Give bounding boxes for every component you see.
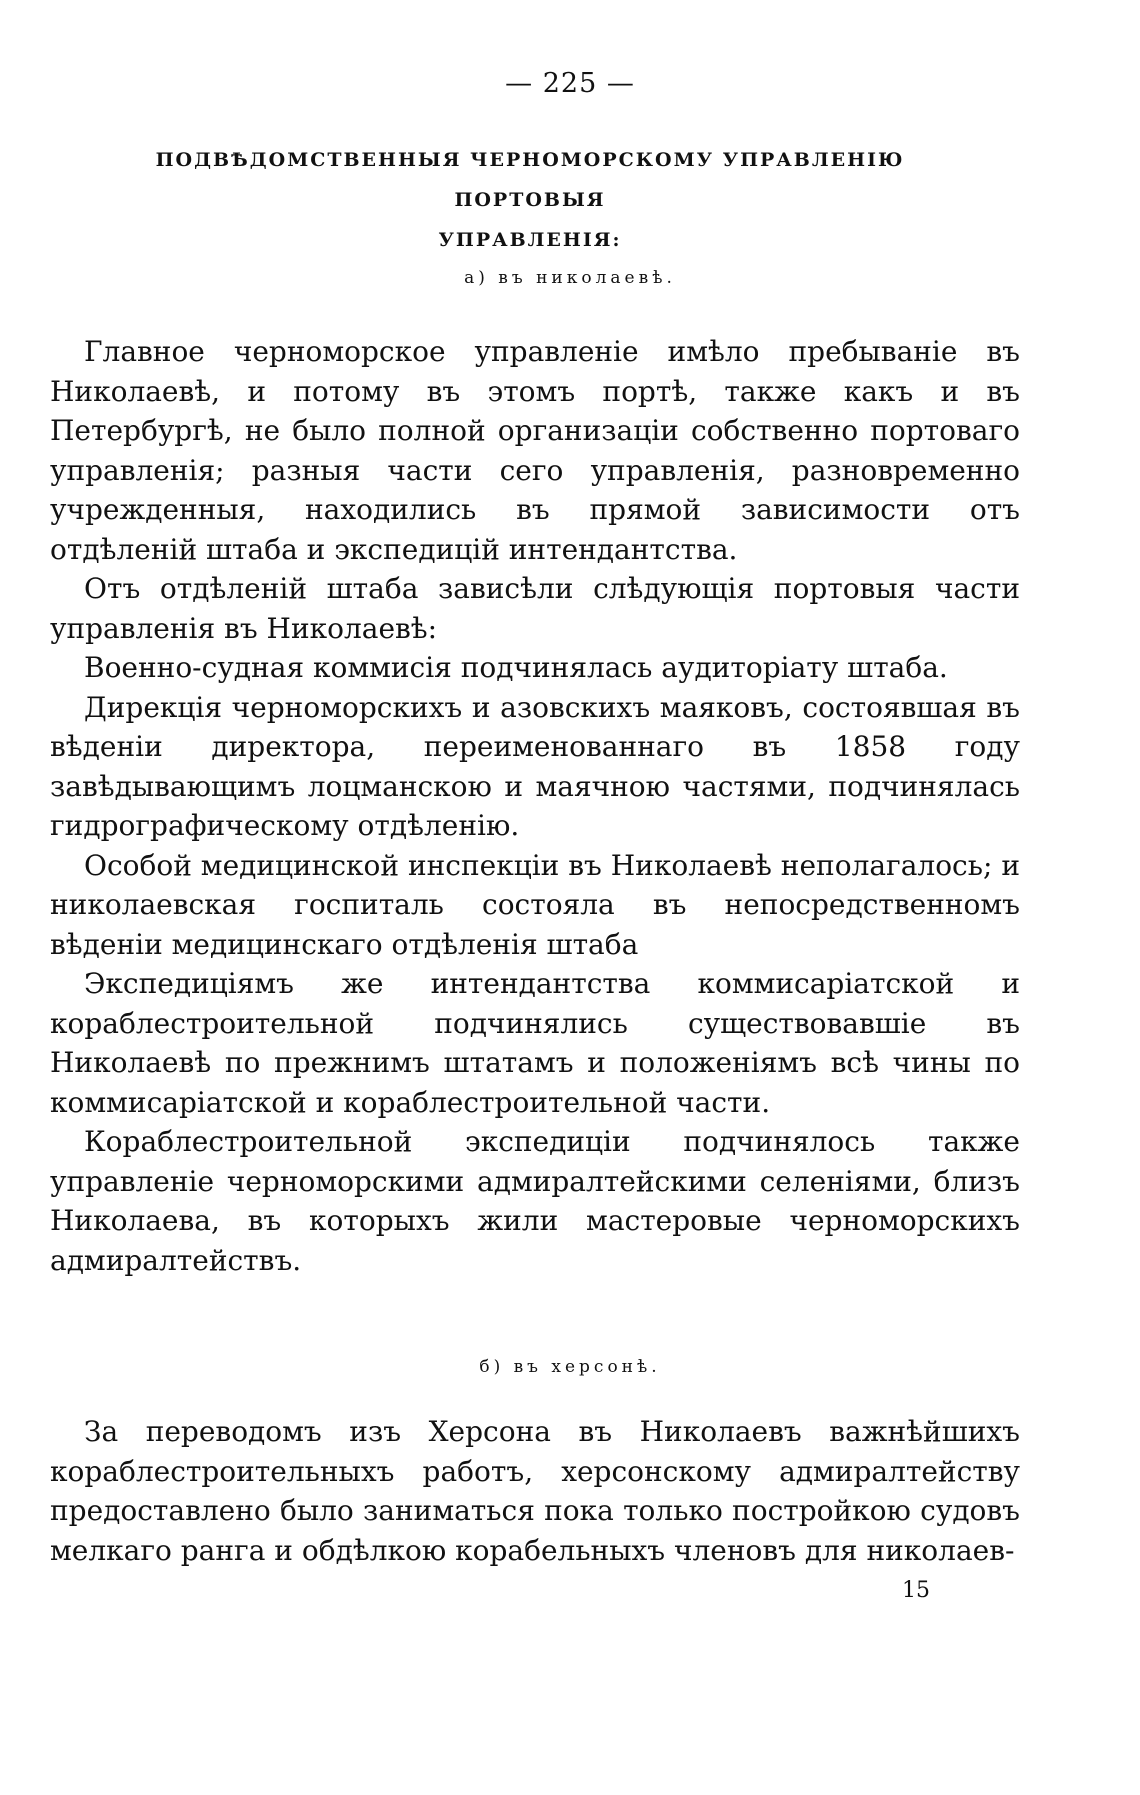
printer-signature-mark: 15 (902, 1578, 930, 1603)
section-a-body (50, 332, 1020, 1280)
paragraph: За переводомъ изъ Херсона въ Николаевъ важнѣйшихъ кораблестроительныхъ работъ, херсонскому адмиралтейству предоставлено было заниматься пока только постройкою судовъ мелкаго ранга и обдѣлкою корабельныхъ членовъ для николаев- (50, 1415, 1020, 1567)
page-number: — 225 — (505, 68, 635, 99)
paragraph: Отъ отдѣленій штаба зависѣли слѣдующія портовыя части управленія въ Николаевѣ: (50, 572, 1020, 645)
chapter-heading-line-1: ПОДВѢДОМСТВЕННЫЯ ЧЕРНОМОРСКОМУ УПРАВЛЕНІЮ ПОРТОВЫЯ (155, 149, 905, 211)
section-a-title: а) въ николаевѣ. (464, 268, 676, 288)
paragraph: Особой медицинской инспекціи въ Николаевѣ неполагалось; и николаевская госпиталь состояла въ непосредственномъ вѣденіи медицинскаго отдѣленія штаба (50, 848, 1020, 961)
chapter-heading-line-2: УПРАВЛЕНІЯ: (438, 229, 622, 251)
paragraph: Экспедиціямъ же интендантства коммисаріатской и кораблестроительной подчинялись существовавшіе въ Николаевѣ по прежнимъ штатамъ и положеніямъ всѣ чины по коммисаріатской и кораблестроительной части. (50, 967, 1020, 1119)
section-b-title: б) въ херсонѣ. (479, 1357, 661, 1377)
chapter-heading (90, 140, 970, 260)
paragraph: Дирекція черноморскихъ и азовскихъ маяковъ, состоявшая въ вѣденіи директора, переименованнаго въ 1858 году завѣдывающимъ лоцманскою и маячною частями, подчинялась гидрографическому отдѣленію. (50, 690, 1020, 842)
paragraph: Кораблестроительной экспедиціи подчинялось также управленіе черноморскими адмиралтейскими селеніями, близъ Николаева, въ которыхъ жили мастеровые черноморскихъ адмиралтействъ. (50, 1125, 1020, 1277)
section-b-body (50, 1412, 1020, 1570)
paragraph: Главное черноморское управленіе имѣло пребываніе въ Николаевѣ, и потому въ этомъ портѣ, также какъ и въ Петербургѣ, не было полной организаціи собственно портоваго управленія; разныя части сего управленія, разновременно учрежденныя, находились въ прямой зависимости отъ отдѣленій штаба и экспедицій интендантства. (50, 335, 1020, 566)
paragraph: Военно-судная коммисія подчинялась аудиторіату штаба. (84, 651, 948, 684)
